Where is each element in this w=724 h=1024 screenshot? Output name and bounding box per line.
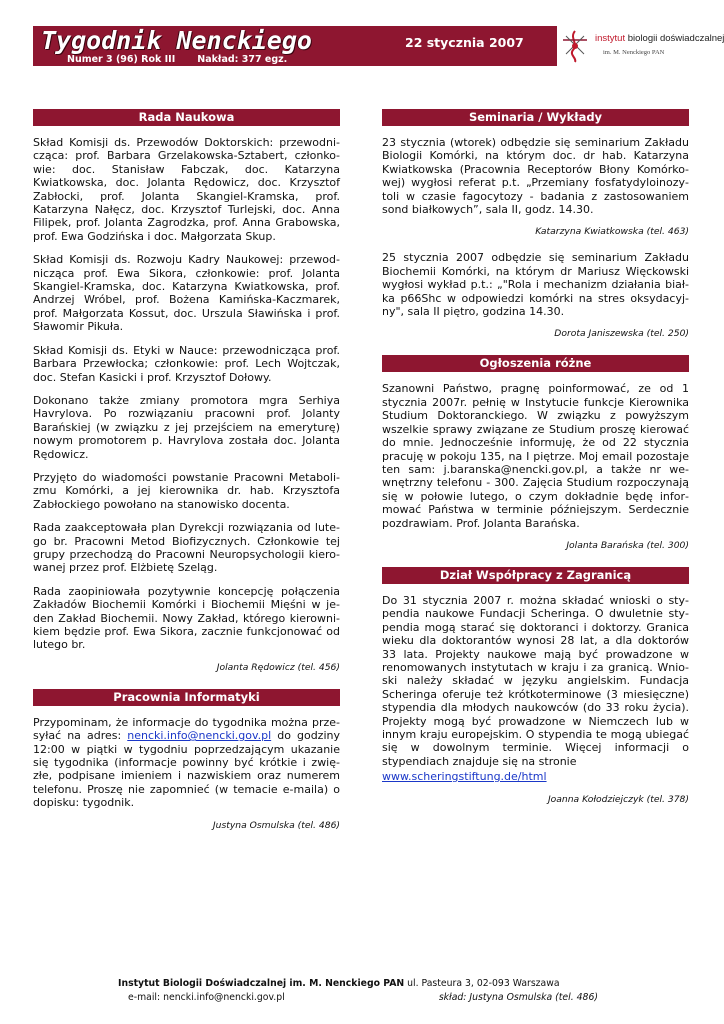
section-heading-pracownia: Pracownia Informatyki (33, 689, 340, 706)
paragraph: Do 31 stycznia 2007 r. można składać wnioski o stypendia naukowe Fundacji Scheringa. O dwuletnie stypendia mogą starać się doktoranci i doktorzy. Granica wieku dla doktorantów wynosi 28 lat, a dla doktorów 33 lata. Projekty naukowe mają być prowadzone w renomowanych instytutach w kraju i za granicą. Wnioski należy składać w języku angielskim. Fundacja Scheringa oferuje też krótkoterminowe (3 miesięczne) stypendia dla młodych naukowców (do 33 roku życia). Projekty mogą być prowadzone w Niemczech lub w innym kraju europejskim. O stypendia te mogą ubiegać się w dowolnym terminie. Więcej informacji o stypendiach znajduje się na stronie (382, 593, 689, 768)
paragraph: 23 stycznia (wtorek) odbędzie się seminarium Zakładu Biologii Komórki, na którym doc. dr hab. Katarzyna Kwiatkowska (Pracownia Receptorów Błony Komórkowej) wygłosi referat p.t. „Przemiany fosfatydyloinozytoli w czasie fagocytozy - badania z zastosowaniem sond białkowych”, sala II, godz. 14.30. (382, 136, 689, 217)
signature: Justyna Osmulska (tel. 486) (212, 819, 340, 831)
paragraph: Przyjęto do wiadomości powstanie Pracowni Metabolizmu Komórki, a jej kierownika dr. hab. Krzysztofa Zabłockiego powołano na stanowisko docenta. (33, 470, 340, 511)
left-column (33, 109, 340, 841)
right-column (382, 109, 689, 815)
section-heading-seminaria: Seminaria / Wykłady (382, 109, 689, 126)
paragraph: Skład Komisji ds. Rozwoju Kadry Naukowej: przewodnicząca prof. Ewa Sikora, członkowie: prof. Jolanta Skangiel-Kramska, doc. Katarzyna Kwiatkowska, prof. Andrzej Wróbel, prof. Bożena Kamińska-Kaczmarek, prof. Małgorzata Kossut, doc. Urszula Sławińska i prof. Sławomir Pikuła. (33, 253, 340, 334)
issue-number: Numer 3 (96) Rok III (67, 54, 176, 65)
email-link[interactable]: nencki.info@nencki.gov.pl (127, 729, 272, 743)
paragraph: Skład Komisji ds. Etyki w Nauce: przewodnicząca prof. Barbara Przewłocka; członkowie: prof. Lech Wojtczak, doc. Stefan Kasicki i prof. Krzysztof Dołowy. (33, 343, 340, 384)
paragraph: Rada zaakceptowała plan Dyrekcji rozwiązania od lutego br. Pracowni Metod Biofizycznych. Członkowie tej grupy przechodzą do Pracowni Neuropsychologii kierowanej przez prof. Elżbietę Szeląg. (33, 521, 340, 575)
paragraph: 25 stycznia 2007 odbędzie się seminarium Zakładu Biochemii Komórki, na którym dr Mariusz Więckowski wygłosi wykład p.t.: „"Rola i mechanizm działania białka p66Shc w odpowiedzi komórki na stres oksydacyjny", sala II piętro, godzina 14.30. (382, 251, 689, 319)
paragraph: Przypominam, że informacje do tygodnika można przesyłać na adres: nencki.info@nencki.gov.pl do godziny 12:00 w piątki w tygodniu poprzedzającym ukazanie się tygodnika (informacje powinny być krótkie i zwięzłe, podpisane imieniem i nazwiskiem oraz numerem telefonu. Proszę nie zapomnieć (w temacie e-maila) o dopisku: tygodnik. (33, 715, 340, 810)
logo-line-1: instytut biologii doświadczalnej (595, 33, 724, 44)
signature: Jolanta Barańska (tel. 300) (566, 539, 689, 551)
signature: Jolanta Rędowicz (tel. 456) (216, 661, 340, 673)
section-heading-rada: Rada Naukowa (33, 109, 340, 126)
signature: Dorota Janiszewska (tel. 250) (554, 328, 689, 340)
paragraph: Rada zaopiniowała pozytywnie koncepcję połączenia Zakładów Biochemii Komórki i Biochemii Mięśni w jeden Zakład Biochemii. Nowy Zakład, którego kierownikiem będzie prof. Ewa Sikora, zacznie funkcjonować od lutego br. (33, 584, 340, 652)
footer-address: ul. Pasteura 3, 02-093 Warszawa (404, 978, 560, 989)
footer-line-2 (100, 991, 600, 1005)
issue-date: 22 stycznia 2007 (405, 35, 524, 50)
logo-line-2: im. M. Nenckiego PAN (603, 49, 665, 56)
newsletter-title: Tygodnik Nenckiego (41, 26, 312, 55)
footer-institute: Instytut Biologii Doświadczalnej im. M. Nenckiego PAN (118, 978, 405, 989)
signature: Katarzyna Kwiatkowska (tel. 463) (535, 226, 689, 238)
paragraph: Szanowni Państwo, pragnę poinformować, ze od 1 stycznia 2007r. pełnię w Instytucie funkcje Kierownika Studium Doktoranckiego. W związku z powyższym wszelkie sprawy związane ze Studium proszę kierować do mnie. Jednocześnie informuję, że od 22 stycznia pracuję w pokoju 135, na I piętrze. Moj email pozostaje ten sam: j.baranska@nencki.gov.pl, a także nr wewnętrzny telefonu - 300. Zajęcia Studium rozpoczynają się w połowie lutego, o czym dokładnie będę informować Państwa w terminie późniejszym. Serdecznie pozdrawiam. Prof. Jolanta Barańska. (382, 382, 689, 530)
institute-logo-icon (559, 28, 591, 64)
link-paragraph (382, 770, 689, 783)
masthead (33, 26, 724, 66)
footer-line-1 (100, 977, 600, 991)
issue-info (67, 54, 309, 65)
footer-email: e-mail: nencki.info@nencki.gov.pl (128, 992, 285, 1003)
section-heading-ogloszenia: Ogłoszenia różne (382, 355, 689, 372)
schering-link[interactable]: www.scheringstiftung.de/html (382, 770, 547, 784)
institute-logo (557, 26, 724, 66)
signature: Joanna Kołodziejczyk (tel. 378) (547, 793, 689, 805)
footer (100, 977, 600, 1005)
section-heading-wspolpraca: Dział Współpracy z Zagranicą (382, 567, 689, 584)
circulation: Nakład: 377 egz. (197, 54, 288, 65)
paragraph: Skład Komisji ds. Przewodów Doktorskich: przewodnicząca: prof. Barbara Grzelakowska-Sztabert, członkowie: doc. Stanisław Fabczak, doc. Katarzyna Kwiatkowska, doc. Jolanta Rędowicz, doc. Krzysztof Zabłocki, prof. Jolanta Skangiel-Kramska, prof. Katarzyna Nałęcz, doc. Krzysztof Turlejski, doc. Anna Filipek, prof. Jolanta Zagrodzka, prof. Anna Grabowska, prof. Ewa Godzińska i doc. Małgorzata Skup. (33, 136, 340, 243)
paragraph: Dokonano także zmiany promotora mgra Serhiya Havrylova. Po rozwiązaniu pracowni prof. Jolanty Barańskiej (w związku z jej przejściem na emeryturę) nowym promotorem p. Havrylova została doc. Jolanta Rędowicz. (33, 393, 340, 461)
footer-typeset: skład: Justyna Osmulska (tel. 486) (438, 992, 598, 1003)
